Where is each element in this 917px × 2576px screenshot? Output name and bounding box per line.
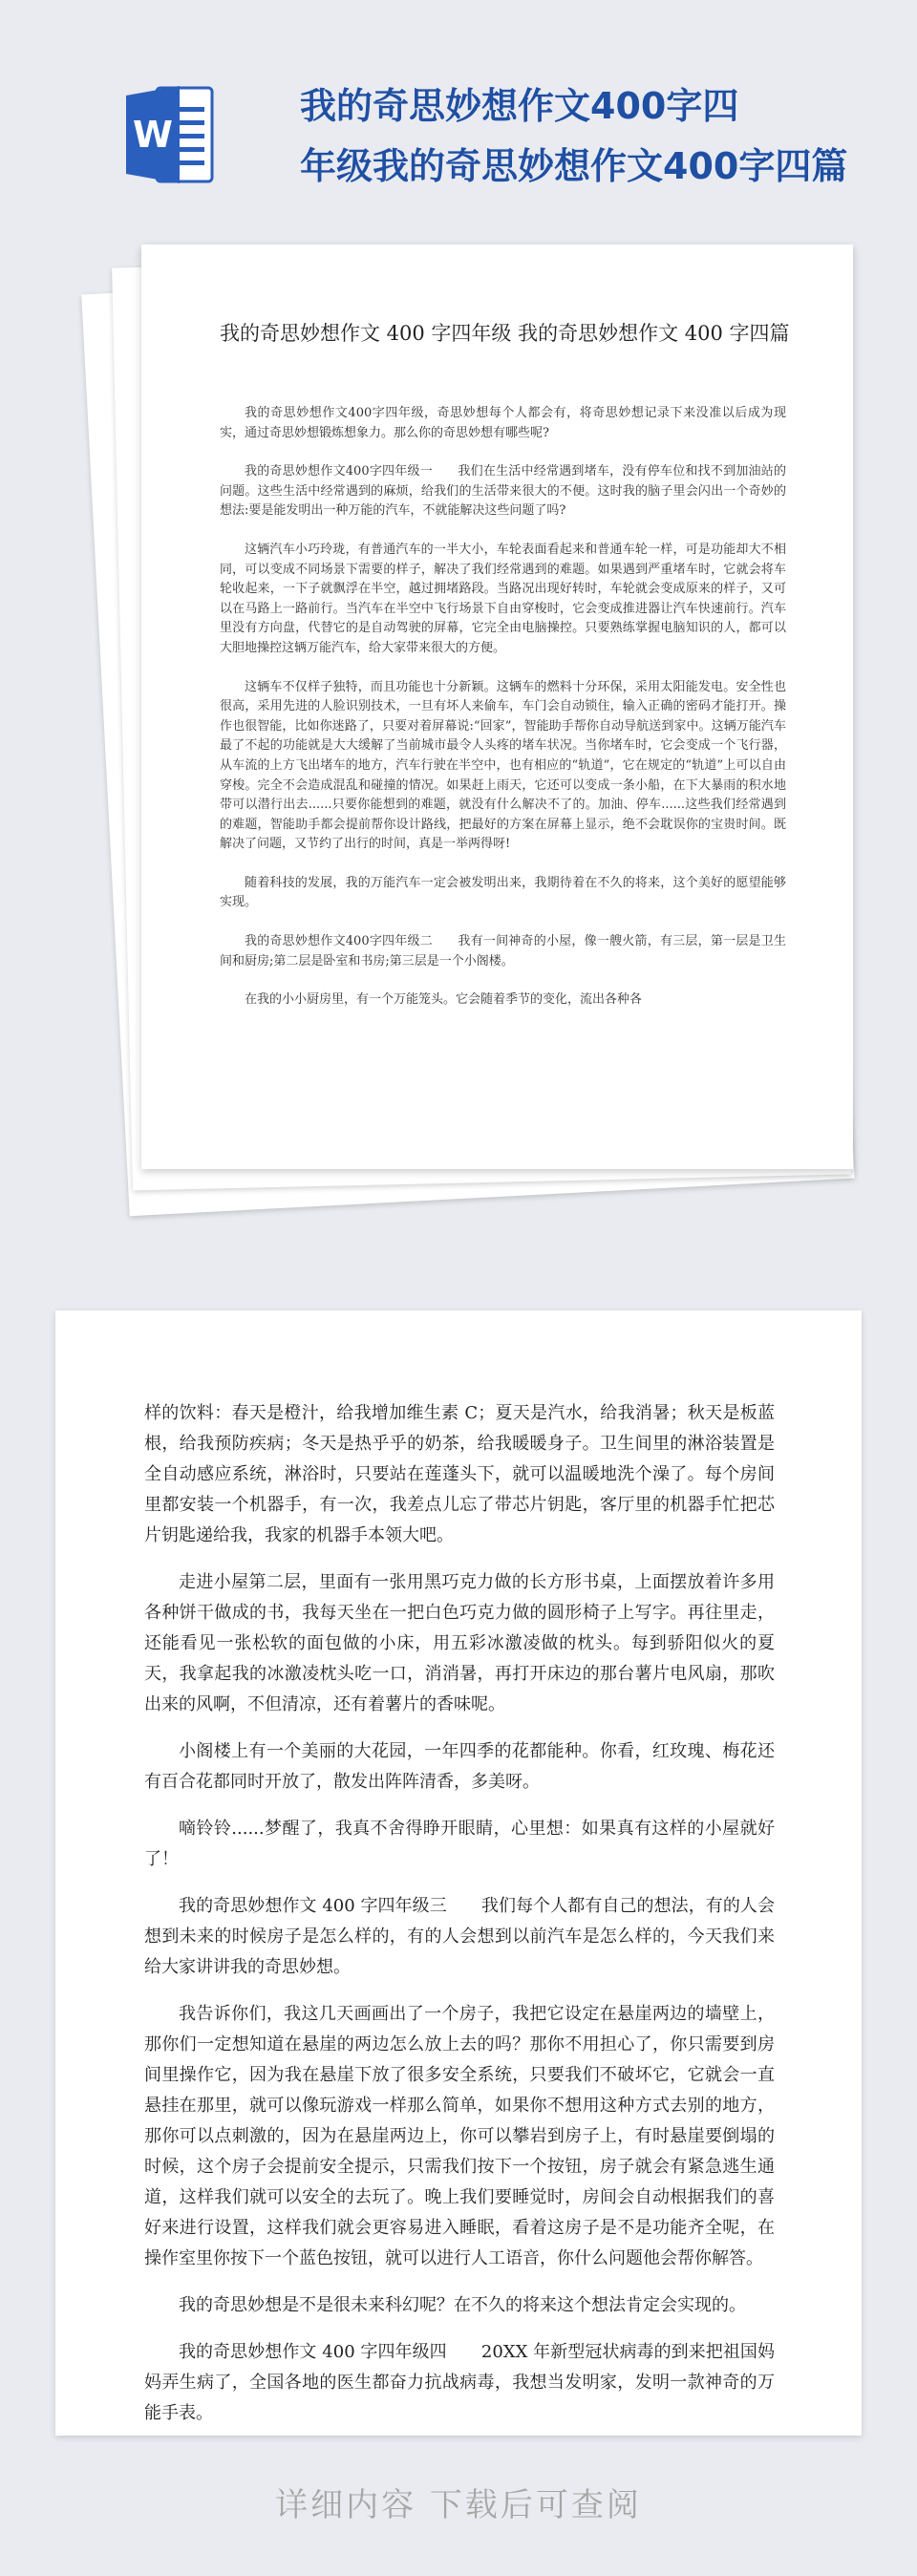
- paragraph: 这辆汽车小巧玲珑，有普通汽车的一半大小，车轮表面看起来和普通车轮一样，可是功能却大不相同，可以变成不同场景下需要的样子，解决了我们经常遇到的难题。如果遇到严重堵车时，它就会将车轮收起来，一下子就飘浮在半空，越过拥堵路段。当路况出现好转时，车轮就会变成原来的样子，又可以在马路上一路前行。当汽车在半空中飞行场景下自由穿梭时，它会变成推进器让汽车快速前行。汽车里没有方向盘，代替它的是自动驾驶的屏幕，它完全由电脑操控。只要熟练掌握电脑知识的人，都可以大胆地操控这辆万能汽车，给大家带来很大的方便。: [220, 542, 786, 655]
- document-page-2: [55, 1310, 862, 2436]
- title-line-1: 我的奇思妙想作文400字四: [300, 85, 739, 127]
- paragraph: 我的奇思妙想作文400字四年级二 我有一间神奇的小屋，像一艘火箭，有三层，第一层是卫生间和厨房;第二层是卧室和书房;第三层是一个小阁楼。: [220, 934, 786, 969]
- download-hint[interactable]: 详细内容 下载后可查阅: [275, 2486, 642, 2524]
- paragraph: 我的奇思妙想作文400字四年级，奇思妙想每个人都会有，将奇思妙想记录下来没准以后成为现实，通过奇思妙想锻炼想象力。那么你的奇思妙想有哪些呢?: [220, 406, 786, 440]
- word-document-icon: [124, 78, 218, 191]
- page-title: [300, 76, 892, 197]
- paragraph: 走进小屋第二层，里面有一张用黑巧克力做的长方形书桌，上面摆放着许多用各种饼干做成的书，我每天坐在一把白色巧克力做的圆形椅子上写字。再往里走，还能看见一张松软的面包做的小床，用五彩冰激凌做的枕头。每到骄阳似火的夏天，我拿起我的冰激凌枕头吃一口，消消暑，再打开床边的那台薯片电风扇，那吹出来的风啊，不但清凉，还有着薯片的香味呢。: [144, 1572, 775, 1714]
- paragraph: 嘀铃铃......梦醒了，我真不舍得睁开眼睛，心里想：如果真有这样的小屋就好了！: [144, 1819, 775, 1869]
- logo-letter: W: [133, 114, 173, 156]
- paragraph: 我告诉你们，我这几天画画出了一个房子，我把它设定在悬崖两边的墙壁上，那你们一定想知道在悬崖的两边怎么放上去的吗？那你不用担心了，你只需要到房间里操作它，因为我在悬崖下放了很多安全系统，只要我们不破坏它，它就会一直悬挂在那里，就可以像玩游戏一样那么简单，如果你不想用这种方式去别的地方，那你可以点刺激的，因为在悬崖两边上，你可以攀岩到房子上，有时悬崖要倒塌的时候，这个房子会提前安全提示，只需我们按下一个按钮，房子就会有紧急逃生通道，这样我们就可以安全的去玩了。晚上我们要睡觉时，房间会自动根据我们的喜好来进行设置，这样我们就会更容易进入睡眠，看着这房子是不是功能齐全呢，在操作室里你按下一个蓝色按钮，就可以进行人工语音，你什么问题他会帮你解答。: [144, 2004, 775, 2268]
- paragraph: 在我的小小厨房里，有一个万能笼头。它会随着季节的变化，流出各种各: [245, 992, 643, 1008]
- paragraph: 我的奇思妙想作文 400 字四年级四 20XX 年新型冠状病毒的到来把祖国妈妈弄生病了，全国各地的医生都奋力抗战病毒，我想当发明家，发明一款神奇的万能手表。: [144, 2342, 775, 2423]
- paragraph: 这辆车不仅样子独特，而且功能也十分新颖。这辆车的燃料十分环保，采用太阳能发电。安全性也很高，采用先进的人脸识别技术，一旦有坏人来偷车，车门会自动锁住，输入正确的密码才能打开。操作也很智能，比如你迷路了，只要对着屏幕说:“回家”，智能助手帮你自动导航送到家中。这辆万能汽车最了不起的功能就是大大缓解了当前城市最令人头疼的堵车状况。当你堵车时，它会变成一个飞行器，从车流的上方飞出堵车的地方，汽车行驶在半空中，也有相应的“轨道”，它在规定的“轨道”上可以自由穿梭。完全不会造成混乱和碰撞的情况。如果赶上雨天，它还可以变成一条小船，在下大暴雨的积水地带可以潜行出去......只要你能想到的难题，就没有什么解决不了的。加油、停车......这些我们经常遇到的难题，智能助手都会提前帮你设计路线，把最好的方案在屏幕上显示，绝不会耽误你的宝贵时间。既解决了问题，又节约了出行的时间，真是一举两得呀!: [220, 679, 786, 852]
- paragraph: 样的饮料：春天是橙汁，给我增加维生素 C；夏天是汽水，给我消暑；秋天是板蓝根，给我预防疾病；冬天是热乎乎的奶茶，给我暖暖身子。卫生间里的淋浴装置是全自动感应系统，淋浴时，只要站在莲蓬头下，就可以温暖地洗个澡了。每个房间里都安装一个机器手，有一次，我差点儿忘了带芯片钥匙，客厅里的机器手忙把芯片钥匙递给我，我家的机器手本领大吧。: [144, 1403, 775, 1545]
- paragraph: 我的奇思妙想作文 400 字四年级三 我们每个人都有自己的想法，有的人会想到未来的时候房子是怎么样的，有的人会想到以前汽车是怎么样的，今天我们来给大家讲讲我的奇思妙想。: [144, 1896, 775, 1977]
- document-title: 我的奇思妙想作文 400 字四年级 我的奇思妙想作文 400 字四篇: [220, 322, 790, 345]
- document-page-1: [141, 245, 853, 1169]
- paragraph: 我的奇思妙想作文400字四年级一 我们在生活中经常遇到堵车，没有停车位和找不到加油站的问题。这些生活中经常遇到的麻烦，给我们的生活带来很大的不便。这时我的脑子里会闪出一个奇妙的想法:要是能发明出一种万能的汽车，不就能解决这些问题了吗?: [220, 464, 786, 519]
- paragraph: 小阁楼上有一个美丽的大花园，一年四季的花都能种。你看，红玫瑰、梅花还有百合花都同时开放了，散发出阵阵清香，多美呀。: [144, 1741, 775, 1792]
- paragraph: 随着科技的发展，我的万能汽车一定会被发明出来，我期待着在不久的将来，这个美好的愿望能够实现。: [220, 875, 786, 910]
- title-line-2: 年级我的奇思妙想作文400字四篇: [300, 145, 848, 187]
- page-1-body: [220, 404, 786, 1030]
- paragraph: 我的奇思妙想是不是很未来科幻呢？在不久的将来这个想法肯定会实现的。: [179, 2295, 746, 2315]
- page-2-body: [144, 1398, 775, 2436]
- header: [0, 0, 917, 210]
